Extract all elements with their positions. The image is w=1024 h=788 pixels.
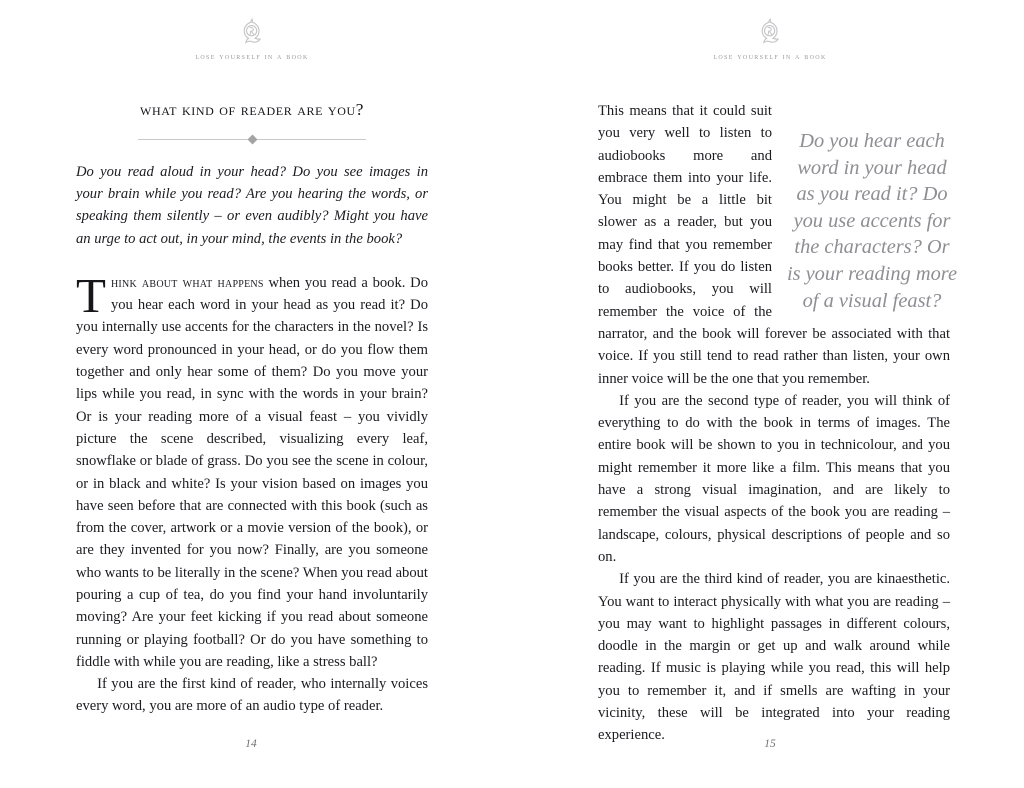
drop-cap: T [76,267,106,323]
book-emblem-ornament-icon [239,18,265,48]
lead-smallcaps: hink about what happens [110,274,264,291]
intro-paragraph: Do you read aloud in your head? Do you see images in your brain while you read? Are you hearing the words, or speaking them silently – or even audibly? Might you have an urge to act out, in your mind, the events in the book? [76,163,428,247]
right-page [512,0,1024,788]
body-paragraph-3: If you are the third kind of reader, you are kinaesthetic. You want to interact physically with what you are reading – you may want to highlight passages in different colours, doodle in the margin or get up and walk around while reading. If music is playing while you read, this will help you to remember it, and if smells are wafting in your vicinity, these will be integrated into your reading experience. [598,571,950,744]
pull-quote: Do you hear each word in your head as you read it? Do you use accents for the characters? Or is your reading more of a visual feast? [786,130,958,312]
body-paragraph-1: This means that it could suit you very well to listen to audiobooks more and embrace them into your life. You might be a little bit slower as a reader, but you may find that you remember books better. If you do listen to audiobooks, you will remember the voice of the narrator, and the book will forever be associated with that voice. If you still tend to read rather than listen, your own inner voice will be the one that you remember. [598,103,950,387]
diamond-divider-icon [138,135,366,144]
page-number-right: 15 [764,738,776,750]
page-number-left: 14 [245,738,257,750]
running-head-label: lose yourself in a book [195,51,309,61]
running-head-left [0,18,512,61]
chapter-title: what kind of reader are you? [140,100,364,119]
body-paragraph-2: If you are the second type of reader, you will think of everything to do with the book in terms of images. The entire book will be shown to you in technicolour, and you might remember it more like a film. This means that you have a strong visual imagination, and are likely to remember the visual aspects of the book you are reading – landscape, colours, physical descriptions of people and so on. [598,392,950,565]
body-paragraph-2: If you are the first kind of reader, who internally voices every word, you are more of an audio type of reader. [76,676,428,715]
body-paragraph-1 [76,267,428,673]
running-head-label: lose yourself in a book [713,51,827,61]
body-paragraph-1-text: when you read a book. Do you hear each word in your head as you read it? Do you internally use accents for the characters in the novel? Is every word pronounced in your head, or do you flow them together and only hear some of them? Do you move your lips while you read, in sync with the words in your brain? Or is your reading more of a visual feast – you vividly picture the scene described, visualizing every leaf, snowflake or blade of grass. Do you see the scene in colour, or in black and white? Is your vision based on images you have seen before that are connected with this book (such as from the cover, artwork or a movie version of the book), or are they invented for you now? Finally, are you someone who wants to be literally in the scene? When you read about pouring a cup of tea, do you find your hand involuntarily moving? Are your feet kicking if you read about someone running or playing football? Or do you have something to fiddle with while you are reading, like a stress ball? [76,274,428,670]
running-head-right [512,18,1024,61]
divider-diamond [247,134,257,144]
left-text-block [76,100,428,715]
book-emblem-ornament-icon [757,18,783,48]
